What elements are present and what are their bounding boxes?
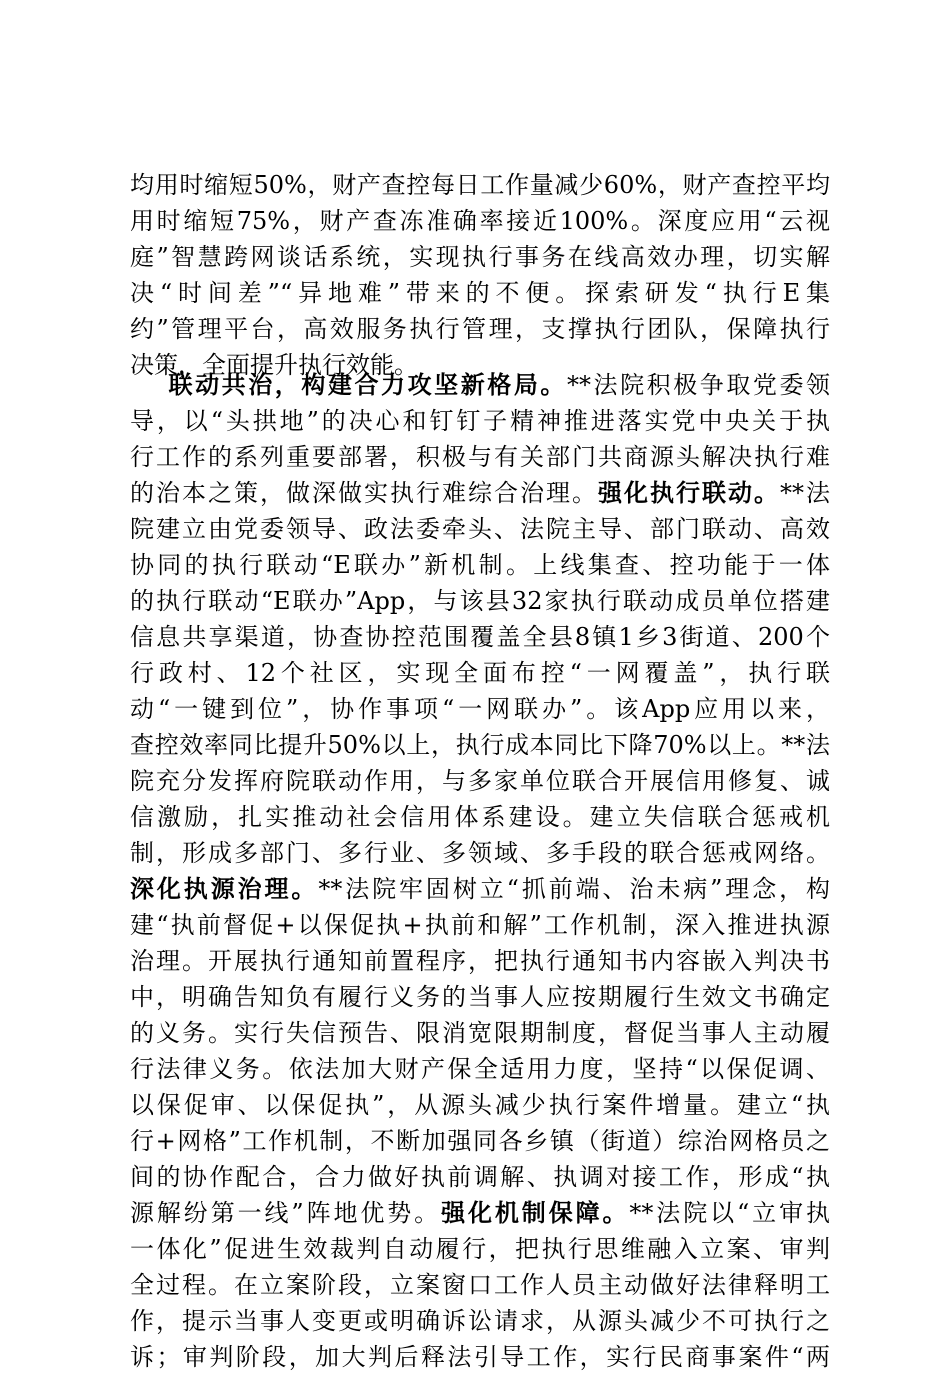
- text-line: [130, 440, 830, 474]
- text-segment: 信激励，扎实推动社会信用体系建设。建立失信联合惩戒机: [130, 803, 830, 831]
- text-segment: 导，以“头拱地”的决心和钉钉子精神推进落实党中央关于执: [130, 407, 830, 435]
- text-line: 决策，全面提升执行效能。: [130, 351, 418, 379]
- text-segment: 院建立由党委领导、政法委牵头、法院主导、部门联动、高效: [130, 515, 830, 543]
- text-segment: 行+网格”工作机制，不断加强同各乡镇（街道）综治网格员之: [130, 1127, 830, 1155]
- text-line: [130, 728, 830, 762]
- text-line: [130, 1016, 830, 1050]
- text-line: [130, 692, 830, 726]
- text-line: [130, 764, 830, 798]
- text-line: [130, 1304, 830, 1338]
- text-line: [130, 476, 830, 510]
- text-segment: 行法律义务。依法加大财产保全适用力度，坚持“以保促调、: [130, 1055, 830, 1083]
- text-segment: 诉；审判阶段，加大判后释法引导工作，实行民商事案件“两: [130, 1343, 830, 1371]
- text-line: [130, 944, 830, 978]
- text-line: [130, 800, 830, 834]
- text-segment: 院充分发挥府院联动作用，与多家单位联合开展信用修复、诚: [130, 767, 830, 795]
- text-line: [130, 584, 830, 618]
- text-line: [130, 1124, 830, 1158]
- text-segment: **法院以“立审执: [629, 1199, 830, 1227]
- text-segment: **法院积极争取党委领: [566, 371, 830, 399]
- text-segment: 间的协作配合，合力做好执前调解、执调对接工作，形成“执: [130, 1163, 830, 1191]
- text-segment: 的治本之策，做深做实执行难综合治理。: [130, 479, 598, 507]
- text-line: [130, 404, 830, 438]
- text-line: [130, 836, 830, 870]
- text-line: [130, 908, 830, 942]
- text-line: [130, 548, 830, 582]
- text-segment: 协同的执行联动“E联办”新机制。上线集查、控功能于一体: [130, 551, 830, 579]
- bold-heading: 强化执行联动。: [598, 479, 780, 507]
- text-segment: 制，形成多部门、多行业、多领域、多手段的联合惩戒网络。: [130, 839, 830, 867]
- text-line: [130, 1232, 830, 1266]
- text-line: [130, 1160, 830, 1194]
- text-line: [130, 1088, 830, 1122]
- text-line: 决“时间差”“异地难”带来的不便。探索研发“执行E集: [130, 279, 830, 307]
- text-line: 约”管理平台，高效服务执行管理，支撑执行团队，保障执行: [130, 315, 830, 343]
- text-line: [130, 980, 830, 1014]
- text-segment: 全过程。在立案阶段，立案窗口工作人员主动做好法律释明工: [130, 1271, 830, 1299]
- text-line: [130, 1196, 830, 1230]
- text-segment: 信息共享渠道，协查协控范围覆盖全县8镇1乡3街道、200个: [130, 623, 830, 651]
- text-line: 均用时缩短50%，财产查控每日工作量减少60%，财产查控平均: [130, 171, 830, 199]
- bold-heading: 强化机制保障。: [441, 1199, 630, 1227]
- text-segment: 建“执前督促+以保促执+执前和解”工作机制，深入推进执源: [130, 911, 830, 939]
- text-line: [130, 872, 830, 906]
- text-line: [130, 620, 830, 654]
- text-line: [130, 1340, 830, 1374]
- text-line: [130, 656, 830, 690]
- text-segment: 行政村、12个社区，实现全面布控“一网覆盖”，执行联: [130, 659, 830, 687]
- text-line: 用时缩短75%，财产查冻准确率接近100%。深度应用“云视: [130, 207, 830, 235]
- text-line: [130, 1052, 830, 1086]
- text-line: [130, 368, 830, 402]
- text-segment: 治理。开展执行通知前置程序，把执行通知书内容嵌入判决书: [130, 947, 830, 975]
- bold-heading: 深化执源治理。: [130, 875, 319, 903]
- text-line: 庭”智慧跨网谈话系统，实现执行事务在线高效办理，切实解: [130, 243, 830, 271]
- text-segment: **法: [780, 479, 830, 507]
- text-line: [130, 1268, 830, 1302]
- text-segment: 的执行联动“E联办”App，与该县32家执行联动成员单位搭建: [130, 587, 830, 615]
- text-segment: **法院牢固树立“抓前端、治未病”理念，构: [318, 875, 830, 903]
- text-segment: 以保促审、以保促执”，从源头减少执行案件增量。建立“执: [130, 1091, 830, 1119]
- bold-heading: 联动共治，构建合力攻坚新格局。: [166, 371, 567, 399]
- text-segment: 查控效率同比提升50%以上，执行成本同比下降70%以上。**法: [130, 731, 830, 759]
- text-segment: 源解纷第一线”阵地优势。: [130, 1199, 442, 1227]
- text-segment: 的义务。实行失信预告、限消宽限期制度，督促当事人主动履: [130, 1019, 830, 1047]
- text-line: [130, 512, 830, 546]
- text-segment: 作，提示当事人变更或明确诉讼请求，从源头减少不可执行之: [130, 1307, 830, 1335]
- text-segment: 动“一键到位”，协作事项“一网联办”。该App应用以来，: [130, 695, 830, 723]
- text-segment: 中，明确告知负有履行义务的当事人应按期履行生效文书确定: [130, 983, 830, 1011]
- text-segment: 一体化”促进生效裁判自动履行，把执行思维融入立案、审判: [130, 1235, 830, 1263]
- text-segment: 行工作的系列重要部署，积极与有关部门共商源头解决执行难: [130, 443, 830, 471]
